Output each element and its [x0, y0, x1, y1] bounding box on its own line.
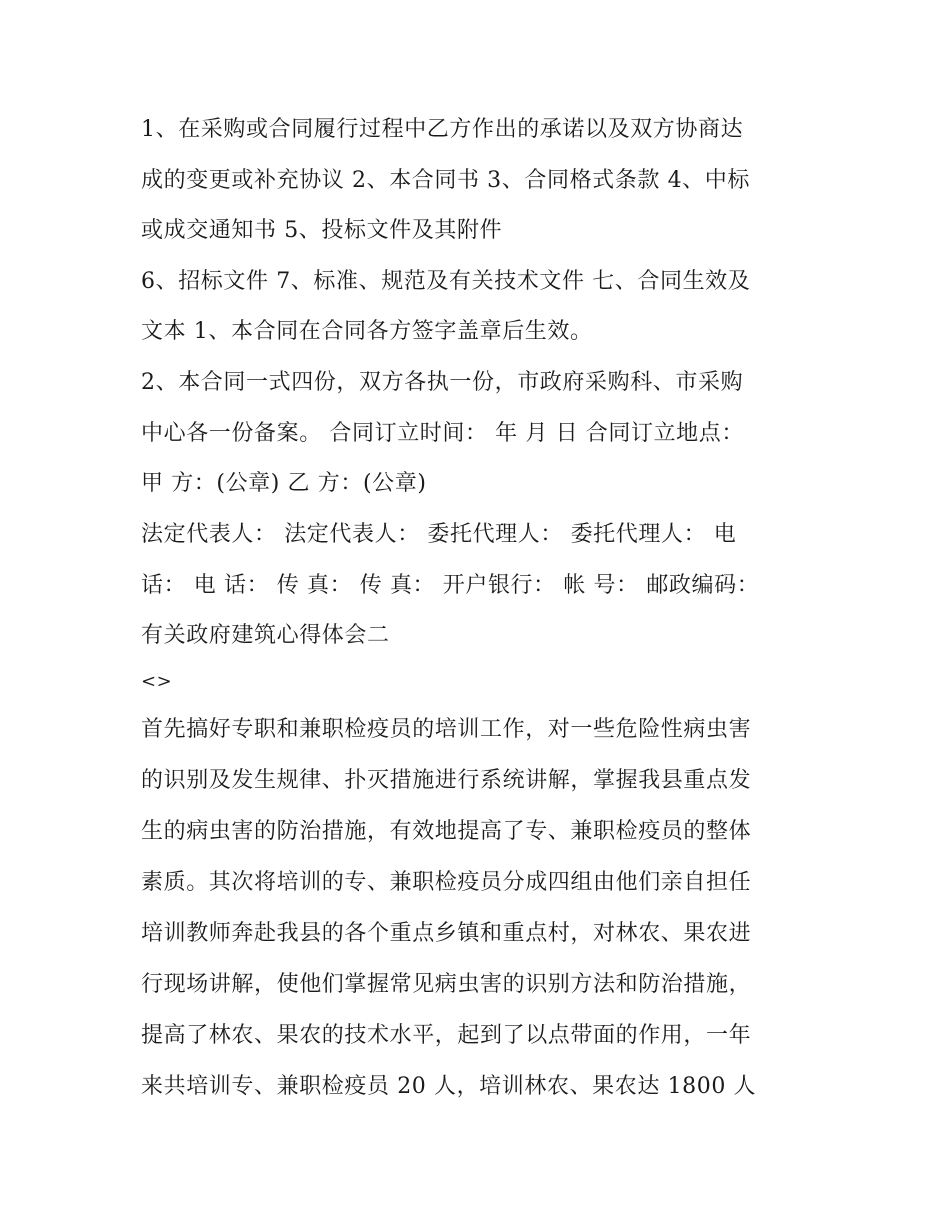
- text-line: 素质。其次将培训的专、兼职检疫员分成四组由他们亲自担任: [141, 870, 752, 895]
- section-heading: 有关政府建筑心得体会二: [141, 623, 390, 648]
- text-line: 的识别及发生规律、扑灭措施进行系统讲解，掌握我县重点发: [141, 768, 752, 793]
- text-line: 培训教师奔赴我县的各个重点乡镇和重点村，对林农、果农进: [141, 921, 752, 946]
- text-line: 或成交通知书 5、投标文件及其附件: [141, 218, 503, 243]
- text-line: 2、本合同一式四份，双方各执一份，市政府采购科、市采购: [141, 370, 744, 395]
- text-line: 中心各一份备案。 合同订立时间： 年 月 日 合同订立地点：: [141, 421, 744, 446]
- text-line: 话： 电 话： 传 真： 传 真： 开户银行： 帐 号： 邮政编码：: [141, 573, 760, 598]
- text-line: 成的变更或补充协议 2、本合同书 3、合同格式条款 4、中标: [141, 168, 750, 193]
- text-line: 1、在采购或合同履行过程中乙方作出的承诺以及双方协商达: [141, 117, 744, 142]
- text-line: 6、招标文件 7、标准、规范及有关技术文件 七、合同生效及: [141, 269, 751, 294]
- text-line: 甲 方：(公章) 乙 方：(公章): [141, 471, 427, 496]
- text-line: <>: [141, 671, 173, 692]
- text-line: 生的病虫害的防治措施，有效地提高了专、兼职检疫员的整体: [141, 819, 752, 844]
- text-line: 文本 1、本合同在合同各方签字盖章后生效。: [141, 319, 593, 344]
- text-line: 提高了林农、果农的技术水平，起到了以点带面的作用，一年: [141, 1023, 752, 1048]
- text-line: 首先搞好专职和兼职检疫员的培训工作，对一些危险性病虫害: [141, 717, 752, 742]
- text-line: 来共培训专、兼职检疫员 20 人，培训林农、果农达 1800 人: [141, 1074, 757, 1099]
- text-line: 行现场讲解，使他们掌握常见病虫害的识别方法和防治措施，: [141, 972, 752, 997]
- text-line: 法定代表人： 法定代表人： 委托代理人： 委托代理人： 电: [141, 522, 737, 547]
